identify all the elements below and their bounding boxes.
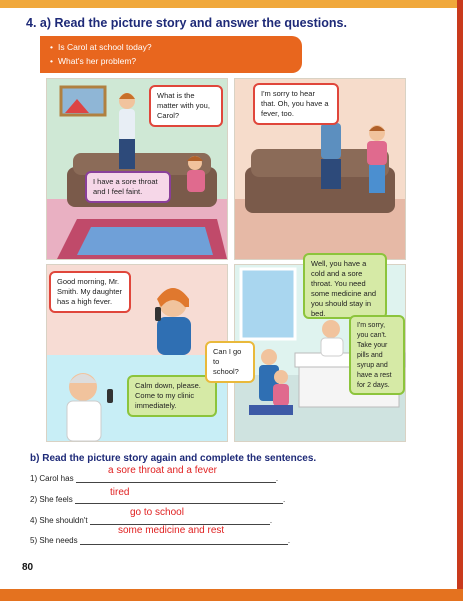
question-item: • What's her problem?: [58, 54, 302, 68]
part-b-heading: b) Read the picture story again and complete the sentences.: [30, 453, 317, 464]
sentence-line-2: [30, 494, 285, 504]
speech-bubble-mother: Good morning, Mr. Smith. My daughter has a high fever.: [49, 271, 131, 313]
speech-bubble-doctor: Well, you have a cold and a sore throat. You need some medicine and you should stay in bed.: [303, 253, 387, 319]
sentence-prefix: 5) She needs: [30, 536, 78, 545]
answer-text-1: a sore throat and a fever: [108, 465, 217, 476]
sentence-prefix: 4) She shouldn't: [30, 516, 88, 525]
sentence-line-4: [30, 535, 290, 545]
speech-bubble-doctor: I'm sorry, you can't. Take your pills and syrup and have a rest for 2 days.: [349, 315, 405, 395]
questions-box: [40, 36, 302, 73]
sentence-prefix: 1) Carol has: [30, 474, 74, 483]
exercise-heading: 4. a) Read the picture story and answer the questions.: [26, 16, 347, 30]
sentence-suffix: .: [287, 536, 291, 545]
answer-text-3: go to school: [130, 507, 184, 518]
bottom-border: [0, 589, 463, 601]
page-number: 80: [22, 562, 34, 573]
story-panel-1: [46, 78, 228, 260]
sentence-prefix: 2) She feels: [30, 495, 73, 504]
story-panel-4: [213, 259, 406, 442]
answer-blank[interactable]: [80, 535, 291, 545]
speech-bubble-carol: Can I go to school?: [205, 341, 255, 383]
sentence-suffix: .: [269, 516, 273, 525]
story-panel-2: [234, 78, 406, 260]
answer-blank[interactable]: [75, 494, 286, 504]
question-item: • Is Carol at school today?: [58, 40, 302, 54]
speech-bubble-mother: What is the matter with you, Carol?: [149, 85, 223, 127]
speech-bubble-mother: I'm sorry to hear that. Oh, you have a fever, too.: [253, 83, 339, 125]
speech-bubble-carol: I have a sore throat and I feel faint.: [85, 171, 171, 203]
right-border: [457, 0, 463, 601]
sentence-suffix: .: [282, 495, 286, 504]
sentence-suffix: .: [275, 474, 279, 483]
speech-bubble-doctor: Calm down, please. Come to my clinic immediately.: [127, 375, 217, 417]
answer-text-2: tired: [110, 487, 130, 498]
top-border: [0, 0, 463, 8]
story-panel-3: [46, 264, 228, 442]
answer-text-4: some medicine and rest: [118, 525, 225, 536]
